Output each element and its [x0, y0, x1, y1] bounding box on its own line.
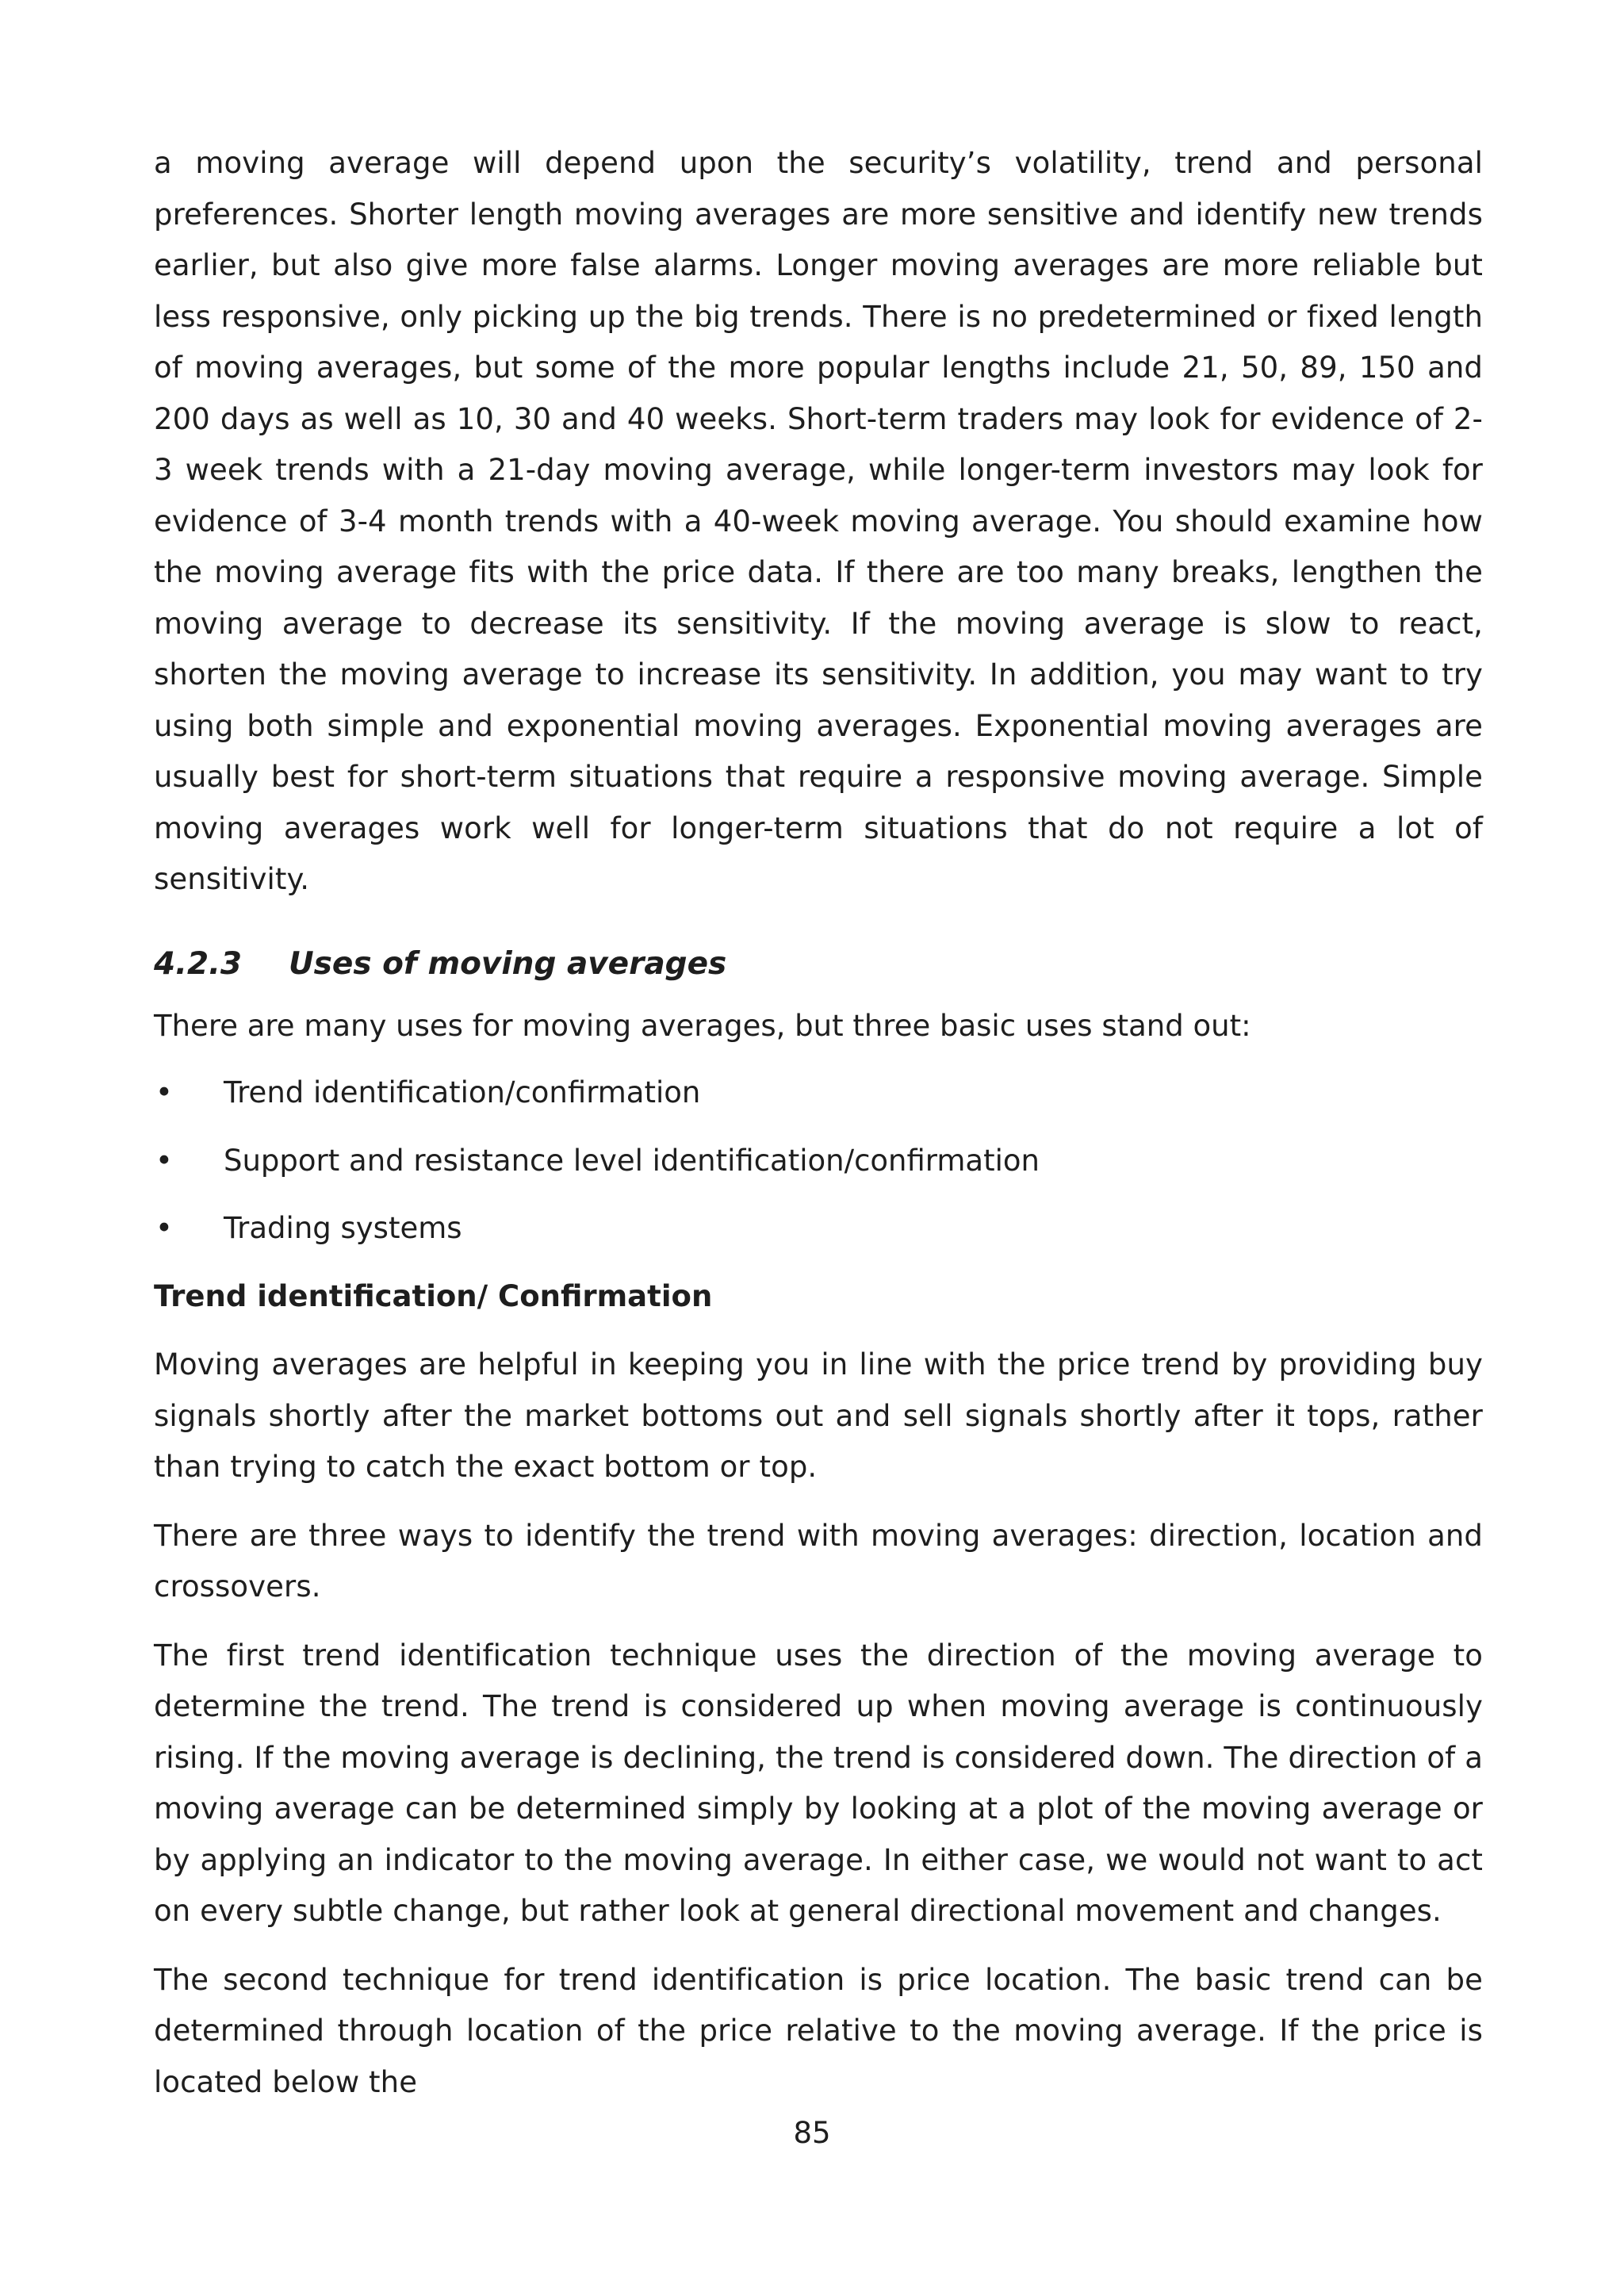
- subsection-heading: Trend identification/ Confirmation: [154, 1278, 713, 1313]
- section-heading: [154, 942, 1483, 987]
- body-paragraph-intro: a moving average will depend upon the security’s volatility, trend and personal preferences. Shorter length moving averages are more sensitive and identify new trends earlier, but also give more false alarms. Longer moving averages are more reliable but less responsive, only picking up the big trends. There is no predetermined or fixed length of moving averages, but some of the more popular lengths include 21, 50, 89, 150 and 200 days as well as 10, 30 and 40 weeks. Short-term traders may look for evidence of 2-3 week trends with a 21-day moving average, while longer-term investors may look for evidence of 3-4 month trends with a 40-week moving average. You should examine how the moving average fits with the price data. If there are too many breaks, lengthen the moving average to decrease its sensitivity. If the moving average is slow to react, shorten the moving average to increase its sensitivity. In addition, you may want to try using both simple and exponential moving averages. Exponential moving averages are usually best for short-term situations that require a responsive moving average. Simple moving averages work well for longer-term situations that do not require a lot of sensitivity.: [154, 146, 1483, 896]
- bullet-list: [154, 1067, 1483, 1255]
- body-paragraph: The second technique for trend identification is price location. The basic trend can be determined through location of the price relative to the moving average. If the price is located below the: [154, 1962, 1483, 2099]
- page-number: 85: [793, 2116, 831, 2150]
- page-content: [154, 138, 1483, 2125]
- section-title: Uses of moving averages: [289, 945, 727, 982]
- section-intro: There are many uses for moving averages, but three basic uses stand out:: [154, 1008, 1251, 1043]
- list-item-text: Trend identification/confirmation: [224, 1075, 701, 1109]
- list-item: [154, 1067, 1483, 1119]
- bullet-icon: •: [155, 1211, 173, 1245]
- bullet-icon: •: [155, 1075, 173, 1109]
- body-paragraph: Moving averages are helpful in keeping you in line with the price trend by providing buy signals shortly after the market bottoms out and sell signals shortly after it tops, rather than trying to catch the exact bottom or top.: [154, 1347, 1483, 1484]
- list-item-text: Trading systems: [224, 1211, 462, 1245]
- body-paragraph: There are three ways to identify the trend with moving averages: direction, location and crossovers.: [154, 1518, 1483, 1604]
- list-item: [154, 1136, 1483, 1187]
- list-item: [154, 1203, 1483, 1255]
- section-number: 4.2.3: [154, 945, 243, 982]
- body-paragraph: The first trend identification technique uses the direction of the moving average to determine the trend. The trend is considered up when moving average is continuously rising. If the moving average is declining, the trend is considered down. The direction of a moving average can be determined simply by looking at a plot of the moving average or by applying an indicator to the moving average. In either case, we would not want to act on every subtle change, but rather look at general directional movement and changes.: [154, 1638, 1483, 1928]
- list-item-text: Support and resistance level identification/confirmation: [224, 1143, 1040, 1178]
- bullet-icon: •: [155, 1143, 173, 1178]
